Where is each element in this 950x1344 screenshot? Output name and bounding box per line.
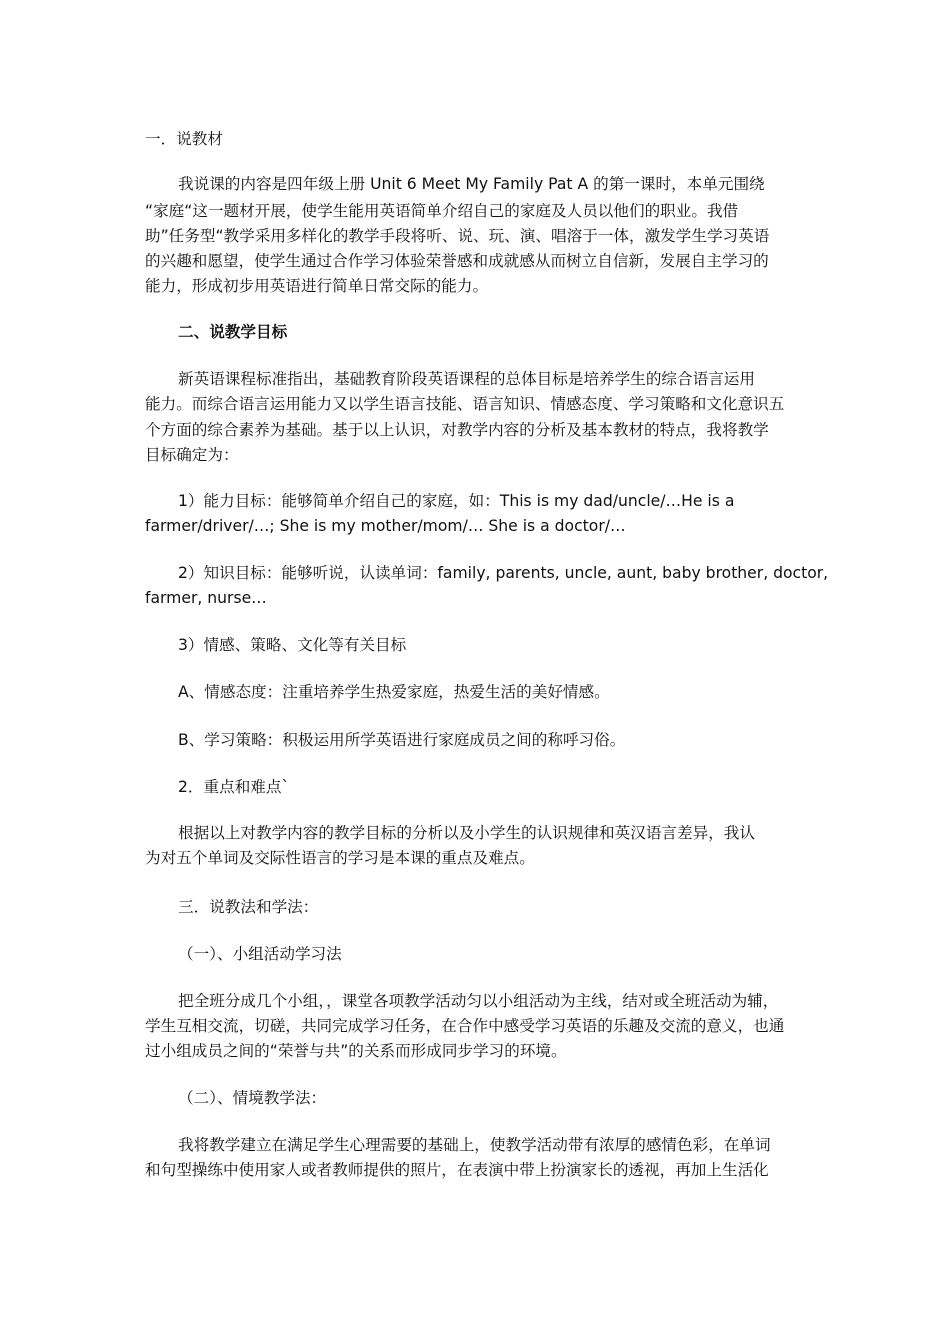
section-heading-1: 一．说教材 — [145, 130, 223, 148]
paragraph-line: 目标确定为： — [145, 446, 239, 464]
paragraph-line: 根据以上对教学内容的教学目标的分析以及小学生的认识规律和英汉语言差异，我认 — [178, 824, 755, 842]
paragraph-line: 的兴趣和愿望，使学生通过合作学习体验荣誉感和成就感从而树立自信新，发展自主学习的 — [145, 252, 769, 270]
method-heading-2: （二）、情境教学法： — [178, 1089, 327, 1107]
goal-ability-line: farmer/driver/…; She is my mother/mom/… She is a doctor/… — [145, 517, 626, 535]
paragraph-line: 为对五个单词及交际性语言的学习是本课的重点及难点。 — [145, 849, 535, 867]
section-heading-2: 二、说教学目标 — [178, 323, 288, 341]
method-heading-1: （一）、小组活动学习法 — [178, 945, 342, 963]
paragraph-line: 我说课的内容是四年级上册 Unit 6 Meet My Family Pat A 的第一课时，本单元围绕 — [178, 175, 765, 193]
goal-emotion-heading: 3）情感、策略、文化等有关目标 — [178, 636, 407, 654]
goal-knowledge-line: 2）知识目标：能够听说，认读单词：family, parents, uncle, aunt, baby brother, doctor, — [178, 564, 829, 582]
paragraph-line: 能力。而综合语言运用能力又以学生语言技能、语言知识、情感态度、学习策略和文化意识五 — [145, 395, 785, 413]
section-heading-3: 三．说教法和学法： — [178, 898, 319, 916]
goal-ability-line: 1）能力目标：能够简单介绍自己的家庭，如：This is my dad/uncle/…He is a — [178, 492, 735, 510]
paragraph-line: 我将教学建立在满足学生心理需要的基础上，使教学活动带有浓厚的感情色彩，在单词 — [178, 1136, 771, 1154]
paragraph-line: 个方面的综合素养为基础。基于以上认识，对教学内容的分析及基本教材的特点，我将教学 — [145, 421, 769, 439]
paragraph-line: “家庭“这一题材开展，使学生能用英语简单介绍自己的家庭及人员以他们的职业。我借 — [145, 202, 739, 220]
key-points-heading: 2．重点和难点` — [178, 778, 290, 796]
goal-emotion-a: A、情感态度：注重培养学生热爱家庭，热爱生活的美好情感。 — [178, 683, 610, 701]
paragraph-line: 过小组成员之间的“荣誉与共”的关系而形成同步学习的环境。 — [145, 1042, 567, 1060]
paragraph-line: 新英语课程标准指出，基础教育阶段英语课程的总体目标是培养学生的综合语言运用 — [178, 370, 755, 388]
paragraph-line: 能力，形成初步用英语进行简单日常交际的能力。 — [145, 277, 489, 295]
paragraph-line: 和句型操练中使用家人或者教师提供的照片，在表演中带上扮演家长的透视，再加上生活化 — [145, 1161, 769, 1179]
goal-knowledge-line: farmer, nurse… — [145, 589, 267, 607]
goal-emotion-b: B、学习策略：积极运用所学英语进行家庭成员之间的称呼习俗。 — [178, 731, 626, 749]
paragraph-line: 把全班分成几个小组，，课堂各项教学活动匀以小组活动为主线，结对或全班活动为辅， — [178, 992, 779, 1010]
paragraph-line: 助”任务型“教学采用多样化的教学手段将听、说、玩、演、唱溶于一体，激发学生学习英语 — [145, 227, 770, 245]
paragraph-line: 学生互相交流，切磋，共同完成学习任务，在合作中感受学习英语的乐趣及交流的意义，也通 — [145, 1017, 785, 1035]
